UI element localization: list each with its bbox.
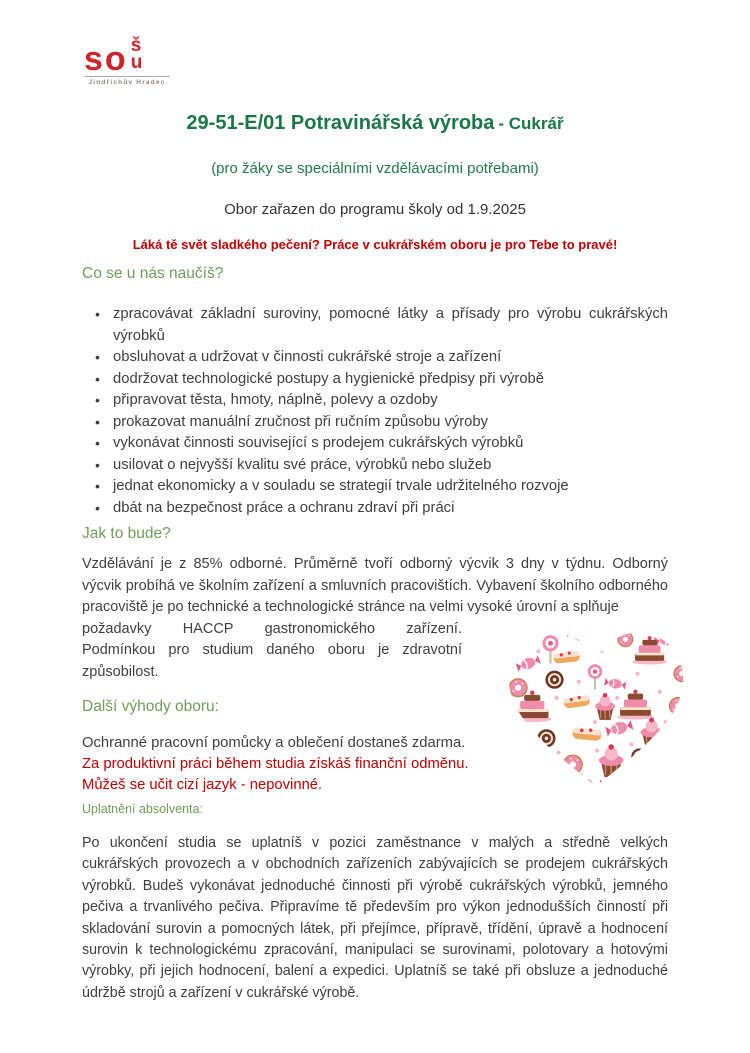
list-item: • připravovat těsta, hmoty, náplně, polevy a ozdoby — [95, 390, 668, 412]
page-title-suffix: - Cukrář — [498, 114, 564, 133]
paragraph-employment: Po ukončení studia se uplatníš v pozici zaměstnance v malých a středně velkých cukrářských provozech a v obchodních zařízeních zabývajících se prodejem cukrářských výrobků. Budeš vykonávat jednoduché činnosti při výrobě cukrářských výrobků, jemného pečiva a trvanlivého pečiva. Připravíme tě především pro výkon jednodušších činností při skladování surovin a pomocných látek, při přejímce, přípravě, třídění, úpravě a hodnocení surovin k technologickému zpracování, manipulaci se surovinami, polotovary a hotovými výrobky, při jejich hodnocení, balení a expedici. Uplatníš se také při obsluze a jednoduché údržbě strojů a zařízení v cukrářské výrobě. — [82, 835, 668, 1001]
page-title — [82, 110, 668, 137]
paragraph-how-full: Vzdělávání je z 85% odborné. Průměrně tvoří odborný výcvik 3 dny v týdnu. Odborný výcvik probíhá ve školním zařízení a smluvních pracovištích. Vybavení školního odborného pracoviště je po technické a technologické stránce na velmi vysoké úrovní a splňuje — [82, 556, 668, 615]
list-item: • dbát na bezpečnost práce a ochranu zdraví při práci — [95, 498, 668, 520]
paragraph-how-rest: Podmínkou pro studium daného oboru je zdravotní způsobilost. — [82, 642, 462, 680]
page-title-code: 29-51-E/01 Potravinářská výroba — [186, 112, 495, 134]
section-heading-benefits: Další výhody oboru: — [82, 698, 219, 715]
benefit-line-free-equipment: Ochranné pracovní pomůcky a oblečení dostaneš zdarma. — [82, 735, 466, 751]
section-heading-employment: Uplatnění absolventa: — [82, 802, 203, 816]
section-heading-learn: Co se u nás naučíš? — [82, 265, 224, 282]
logo-text-so: so — [84, 40, 128, 78]
paragraph-how-stretch: požadavky HACCP gastronomického zařízení. — [82, 620, 462, 637]
program-note: Obor zařazen do programu školy od 1.9.2025 — [224, 201, 526, 218]
section-heading-how: Jak to bude? — [82, 525, 171, 542]
list-item: • vykonávat činnosti související s prodejem cukrářských výrobků — [95, 433, 668, 455]
school-logo — [84, 35, 194, 86]
bullet-list — [82, 304, 668, 519]
logo-text-u: u — [130, 52, 143, 73]
list-item: • dodržovat technologické postupy a hygienické předpisy při výrobě — [95, 369, 668, 391]
logo-caption: Jindřichův Hradec — [88, 79, 166, 86]
sweets-heart-image — [489, 621, 703, 795]
page-subtitle: (pro žáky se speciálními vzdělávacími potřebami) — [211, 160, 539, 177]
benefit-line-financial-reward: Za produktivní práci během studia získáš finanční odměnu. — [82, 756, 469, 772]
list-item: • obsluhovat a udržovat v činnosti cukrářské stroje a zařízení — [95, 347, 668, 369]
list-item: • prokazovat manuální zručnost při ručním způsobu výroby — [95, 412, 668, 434]
logo-text-s: š — [130, 35, 142, 56]
benefit-line-language: Můžeš se učit cizí jazyk - nepovinné. — [82, 777, 323, 793]
list-item: • usilovat o nejvyšší kvalitu své práce, výrobků nebo služeb — [95, 455, 668, 477]
tagline: Láká tě svět sladkého pečení? Práce v cukrářském oboru je pro Tebe to pravé! — [132, 237, 618, 252]
list-item: • jednat ekonomicky a v souladu se strategií trvale udržitelného rozvoje — [95, 476, 668, 498]
list-item: • zpracovávat základní suroviny, pomocné látky a přísady pro výrobu cukrářských výrobků — [95, 304, 668, 347]
